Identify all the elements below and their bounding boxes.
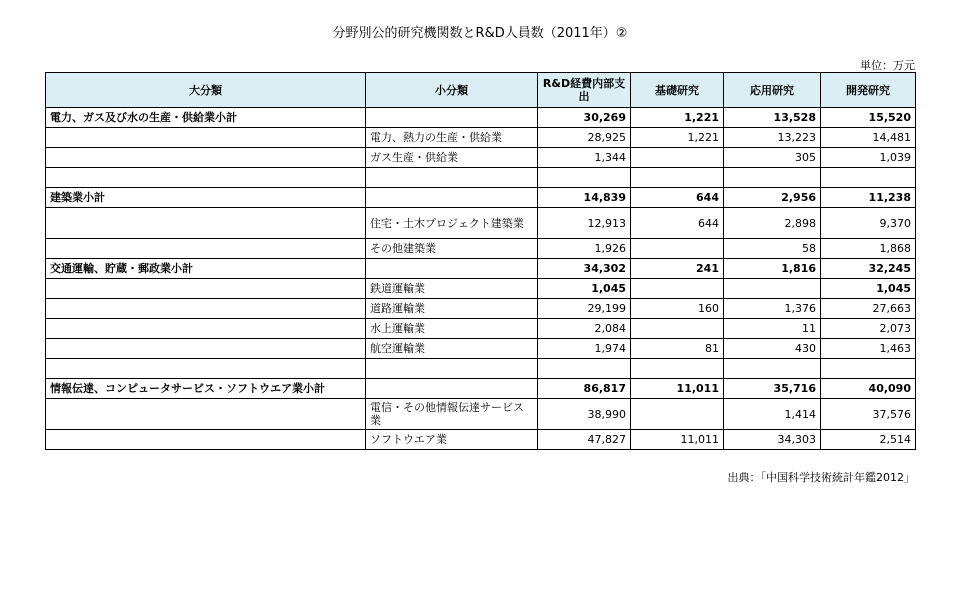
header-major: 大分類 [46,73,366,108]
cell-basic [631,148,724,168]
cell-applied [724,168,821,188]
cell-rd: 1,045 [538,279,631,299]
cell-major [46,299,366,319]
cell-basic [631,399,724,430]
cell-minor: 水上運輸業 [366,319,538,339]
cell-dev: 1,039 [821,148,916,168]
cell-minor: 電信・その他情報伝達サービス業 [366,399,538,430]
cell-minor [366,108,538,128]
cell-rd: 86,817 [538,379,631,399]
cell-minor: ソフトウエア業 [366,430,538,450]
cell-rd: 34,302 [538,259,631,279]
table-header-row [46,73,916,108]
cell-basic: 1,221 [631,108,724,128]
cell-dev: 14,481 [821,128,916,148]
header-minor: 小分類 [366,73,538,108]
cell-dev: 1,463 [821,339,916,359]
cell-dev: 15,520 [821,108,916,128]
cell-applied: 2,956 [724,188,821,208]
cell-dev: 9,370 [821,208,916,239]
cell-minor: 電力、熱力の生産・供給業 [366,128,538,148]
cell-basic [631,239,724,259]
cell-basic [631,279,724,299]
cell-minor: 住宅・土木プロジェクト建築業 [366,208,538,239]
table-row [46,430,916,450]
cell-basic [631,168,724,188]
cell-major [46,399,366,430]
cell-rd: 30,269 [538,108,631,128]
table-row [46,148,916,168]
cell-basic: 644 [631,208,724,239]
cell-dev: 1,868 [821,239,916,259]
table-row [46,108,916,128]
cell-dev [821,168,916,188]
cell-rd: 47,827 [538,430,631,450]
cell-major: 情報伝達、コンピュータサービス・ソフトウエア業小計 [46,379,366,399]
cell-minor: 鉄道運輸業 [366,279,538,299]
cell-applied: 58 [724,239,821,259]
cell-applied: 430 [724,339,821,359]
cell-applied [724,279,821,299]
cell-basic: 1,221 [631,128,724,148]
cell-major: 電力、ガス及び水の生産・供給業小計 [46,108,366,128]
cell-major: 建築業小計 [46,188,366,208]
header-dev: 開発研究 [821,73,916,108]
table-row [46,299,916,319]
cell-rd: 14,839 [538,188,631,208]
cell-basic [631,319,724,339]
cell-applied: 34,303 [724,430,821,450]
cell-rd: 38,990 [538,399,631,430]
unit-label: 単位：万元 [860,59,915,72]
cell-applied: 2,898 [724,208,821,239]
cell-major [46,319,366,339]
table-row [46,399,916,430]
header-rd: R&D経費内部支出 [538,73,631,108]
cell-dev: 32,245 [821,259,916,279]
cell-major [46,359,366,379]
cell-applied: 1,414 [724,399,821,430]
cell-rd: 1,974 [538,339,631,359]
cell-applied: 1,376 [724,299,821,319]
cell-minor [366,168,538,188]
cell-dev: 1,045 [821,279,916,299]
table-row [46,128,916,148]
table-row [46,319,916,339]
cell-basic: 11,011 [631,430,724,450]
cell-minor [366,379,538,399]
page-title: 分野別公的研究機関数とR&D人員数（2011年）② [332,26,628,41]
cell-applied: 13,223 [724,128,821,148]
table-row [46,339,916,359]
cell-minor: ガス生産・供給業 [366,148,538,168]
table-row [46,259,916,279]
cell-dev: 11,238 [821,188,916,208]
cell-basic: 81 [631,339,724,359]
cell-dev: 27,663 [821,299,916,319]
header-applied: 応用研究 [724,73,821,108]
cell-major: 交通運輸、貯蔵・郵政業小計 [46,259,366,279]
table-row [46,188,916,208]
table-row [46,239,916,259]
cell-minor: 航空運輸業 [366,339,538,359]
cell-applied: 1,816 [724,259,821,279]
cell-rd: 12,913 [538,208,631,239]
cell-major [46,128,366,148]
cell-rd [538,359,631,379]
data-table [45,72,916,450]
cell-applied [724,359,821,379]
table-row-empty [46,168,916,188]
cell-dev: 2,514 [821,430,916,450]
table-row-empty [46,359,916,379]
cell-basic: 160 [631,299,724,319]
cell-dev: 2,073 [821,319,916,339]
cell-major [46,430,366,450]
cell-rd: 2,084 [538,319,631,339]
cell-minor: 道路運輸業 [366,299,538,319]
cell-minor [366,359,538,379]
cell-rd: 29,199 [538,299,631,319]
header-basic: 基礎研究 [631,73,724,108]
cell-major [46,239,366,259]
source-note: 出典：「中国科学技術統計年鑑2012」 [727,471,915,484]
cell-basic: 241 [631,259,724,279]
cell-minor [366,188,538,208]
cell-rd [538,168,631,188]
table-row [46,279,916,299]
cell-major [46,148,366,168]
cell-basic: 11,011 [631,379,724,399]
table-row [46,208,916,239]
cell-minor: その他建築業 [366,239,538,259]
table-row [46,379,916,399]
cell-applied: 35,716 [724,379,821,399]
cell-rd: 1,344 [538,148,631,168]
cell-basic [631,359,724,379]
cell-basic: 644 [631,188,724,208]
cell-major [46,339,366,359]
cell-dev: 40,090 [821,379,916,399]
cell-dev [821,359,916,379]
cell-major [46,279,366,299]
cell-applied: 305 [724,148,821,168]
cell-rd: 28,925 [538,128,631,148]
cell-major [46,208,366,239]
cell-minor [366,259,538,279]
cell-applied: 11 [724,319,821,339]
cell-major [46,168,366,188]
cell-rd: 1,926 [538,239,631,259]
cell-applied: 13,528 [724,108,821,128]
cell-dev: 37,576 [821,399,916,430]
